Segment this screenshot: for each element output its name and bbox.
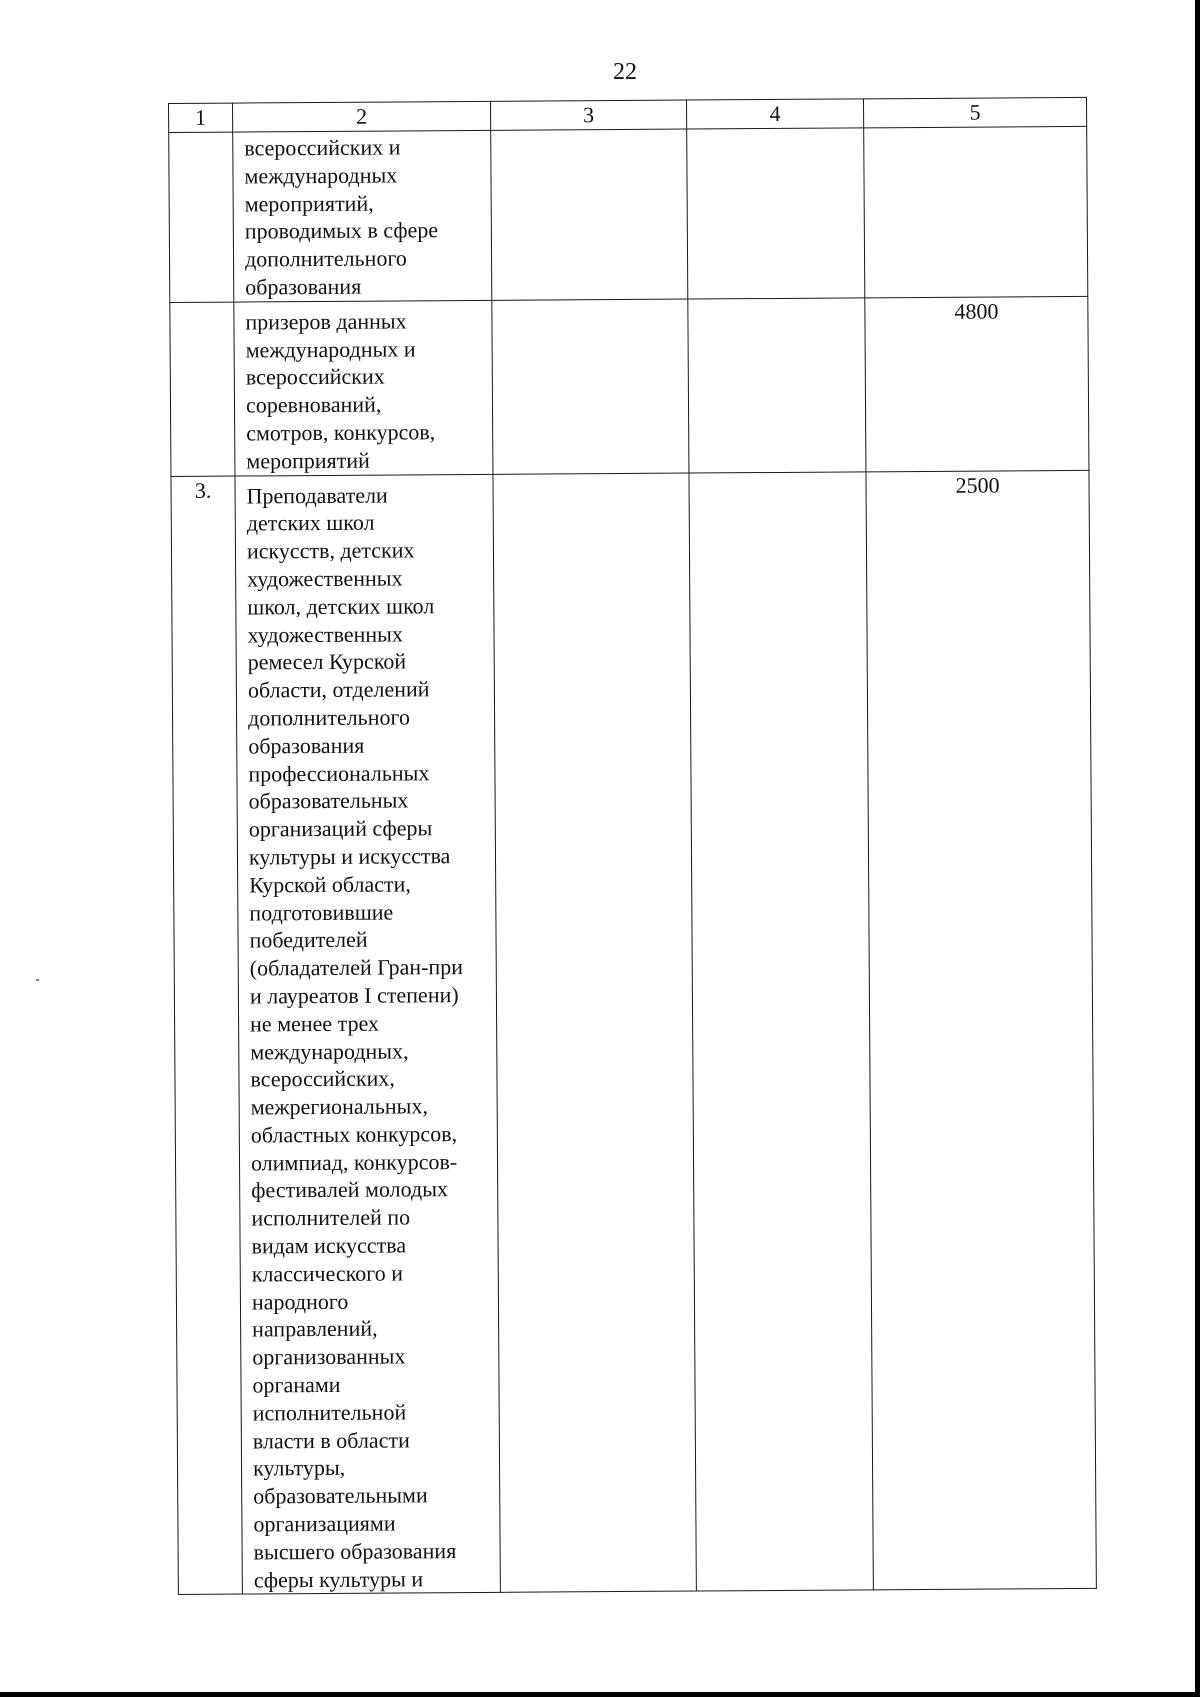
text-line: дополнительного [247,704,411,731]
text-line: образования [248,732,365,759]
text-line: органами [252,1371,341,1398]
text-line: победителей [249,927,368,953]
text-line: школ, детских школ [247,592,435,620]
text-line: организациями [253,1510,396,1537]
text-line: ремесел Курской [247,648,407,675]
description-lines [233,131,491,301]
row-number [170,302,235,476]
text-line: соревнований, [245,391,382,418]
text-line: международных [244,162,398,189]
text-line: культуры и искусства [248,843,451,870]
row-col4 [687,128,865,299]
text-line: образовательных [248,787,409,814]
table-row [171,470,1096,1595]
row-description [234,300,493,475]
text-line: мероприятий, [244,190,374,217]
page-edge-bottom [0,1692,1200,1697]
text-line: Курской области, [249,871,411,898]
row-col4 [689,471,873,1591]
column-header-4: 4 [686,99,863,129]
row-col3 [492,299,689,474]
column-header-5: 5 [863,97,1086,127]
row-value [864,126,1088,297]
row-col4 [688,298,866,473]
text-line: классического и [251,1260,404,1287]
text-line: международных, [250,1037,409,1064]
text-line: международных и [245,335,416,363]
column-header-3: 3 [490,100,686,130]
row-value: 4800 [865,296,1089,471]
description-lines [235,474,499,1594]
row-description [235,474,500,1595]
row-col3 [491,129,688,300]
scan-speck [36,979,39,981]
text-line: власти в области [252,1427,410,1454]
text-line: проводимых в сфере [244,217,439,244]
text-line: исполнителей по [251,1204,411,1231]
text-line: всероссийских [245,363,385,390]
text-line: организованных [252,1343,406,1370]
table-row [169,126,1088,302]
text-line: художественных [247,565,403,592]
description-lines [234,301,492,475]
text-line: дополнительного [244,245,407,272]
text-line: смотров, конкурсов, [246,419,436,446]
page-number: 22 [613,59,637,85]
text-line: культуры, [252,1455,346,1481]
text-line: и лауреатов I степени) [249,981,459,1009]
text-line: подготовившие [249,899,394,925]
text-line: всероссийских, [250,1065,395,1092]
text-line: детских школ [246,509,375,536]
row-description [233,130,492,301]
text-line: всероссийских и [244,134,401,161]
row-col3 [493,473,696,1593]
text-line: видам искусства [251,1232,407,1259]
text-line: областных конкурсов, [250,1120,458,1148]
text-line: (обладателей Гран-при [249,954,464,981]
text-line: олимпиад, конкурсов- [250,1148,458,1176]
row-number [169,132,234,302]
text-line: не менее трех [250,1010,380,1037]
column-header-1: 1 [169,103,233,132]
text-line: Преподаватели [246,482,388,509]
text-line: межрегиональных, [250,1093,428,1120]
text-line: области, отделений [247,676,430,703]
text-line: образовательными [253,1482,428,1509]
row-number: 3. [171,476,242,1595]
page-edge-right [1195,0,1200,1697]
text-line: исполнительной [252,1399,407,1426]
text-line: художественных [247,621,403,648]
text-line: организаций сферы [248,815,433,842]
text-line: высшего образования [253,1537,457,1565]
text-line: призеров данных [245,308,407,335]
row-value: 2500 [866,470,1096,1590]
text-line: мероприятий [246,447,370,474]
text-line: сферы культуры и [253,1565,424,1593]
table-row [170,296,1089,476]
text-line: профессиональных [248,759,430,787]
text-line: фестивалей молодых [251,1176,449,1203]
column-header-2: 2 [233,101,491,132]
text-line: искусств, детских [246,537,415,564]
text-line: направлений, [252,1316,378,1342]
text-line: народного [251,1288,349,1315]
document-table [168,97,1097,1595]
text-line: образования [245,273,362,300]
